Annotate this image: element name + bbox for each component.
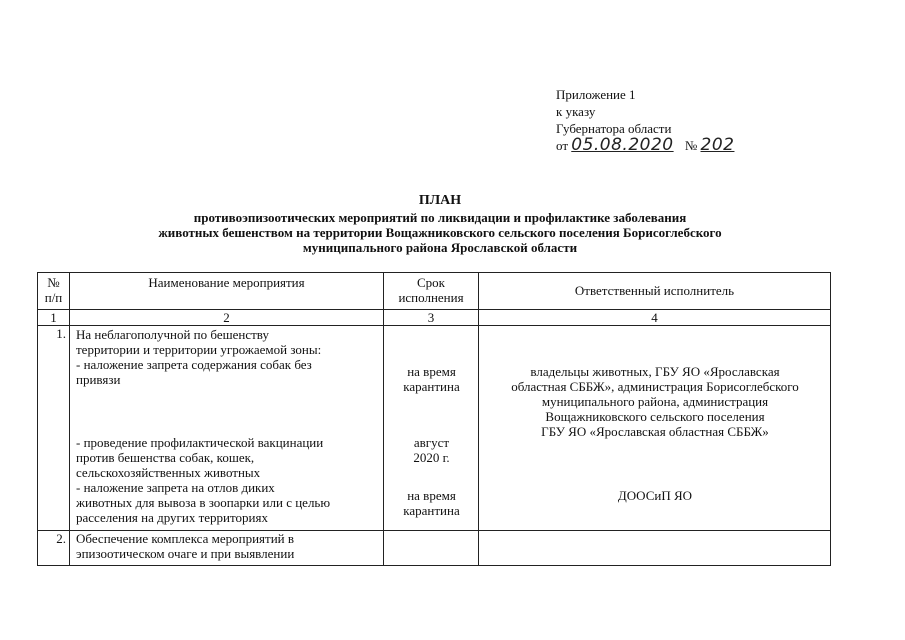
row-1-item-3-a: - наложение запрета на отлов диких xyxy=(76,480,275,495)
header-term-line-1: Срок xyxy=(417,275,445,290)
row-1-num-text: 1. xyxy=(56,326,66,341)
row-1-num xyxy=(38,326,70,531)
title-line-2: животных бешенством на территории Вощажниковского сельского поселения Борисоглебского xyxy=(158,225,722,240)
row-1-term-3-b: карантина xyxy=(403,503,460,518)
row-1-item-1-b: привязи xyxy=(76,372,121,387)
plan-table xyxy=(37,272,831,566)
handwritten-number: 202 xyxy=(700,135,735,155)
row-2-num xyxy=(38,531,70,566)
header-name-text: Наименование мероприятия xyxy=(148,275,305,290)
col-number-2: 2 xyxy=(70,310,384,326)
row-1-item-3-b: животных для вывоза в зоопарки или с целью xyxy=(76,495,331,510)
row-1-resp-1-d: Вощажниковского сельского поселения xyxy=(545,409,765,424)
row-1-item-3-c: расселения на других территориях xyxy=(76,510,268,525)
row-2-responsible xyxy=(479,531,831,566)
title-line-3: муниципального района Ярославской области xyxy=(302,240,578,255)
table-row xyxy=(38,531,831,566)
row-1-responsible xyxy=(479,326,831,531)
row-1-term-3-a: на время xyxy=(407,488,456,503)
annex-line-3: Губернатора области xyxy=(556,121,672,136)
header-term xyxy=(384,273,479,310)
annex-block xyxy=(556,86,734,154)
col-number-3: 3 xyxy=(384,310,479,326)
row-1-item-2-c: сельскохозяйственных животных xyxy=(76,465,261,480)
document-title xyxy=(60,193,820,255)
annex-date-line xyxy=(556,137,734,154)
title-heading: ПЛАН xyxy=(418,193,462,208)
table-header-row xyxy=(38,273,831,310)
row-2-text-b: эпизоотическом очаге и при выявлении xyxy=(76,546,295,561)
row-2-num-text: 2. xyxy=(56,531,66,546)
row-1-intro-a: На неблагополучной по бешенству xyxy=(76,327,269,342)
row-1-term-1-b: карантина xyxy=(403,379,460,394)
row-2-measures xyxy=(70,531,384,566)
row-1-terms xyxy=(384,326,479,531)
annex-line-2: к указу xyxy=(556,104,596,119)
row-1-resp-1-b: областная СББЖ», администрация Борисоглебского xyxy=(511,379,799,394)
col-number-4: 4 xyxy=(479,310,831,326)
header-num-line-2: п/п xyxy=(44,290,63,305)
header-num xyxy=(38,273,70,310)
row-1-resp-3: ДООСиП ЯО xyxy=(617,488,693,503)
row-1-resp-1-c: муниципального района, администрация xyxy=(541,394,769,409)
row-2-terms xyxy=(384,531,479,566)
header-responsible xyxy=(479,273,831,310)
handwritten-date: 05.08.2020 xyxy=(571,135,674,155)
annex-line-1: Приложение 1 xyxy=(556,87,636,102)
col-number-1: 1 xyxy=(38,310,70,326)
row-1-measures xyxy=(70,326,384,531)
row-1-resp-1-a: владельцы животных, ГБУ ЯО «Ярославская xyxy=(530,364,780,379)
title-line-1: противоэпизоотических мероприятий по ликвидации и профилактике заболевания xyxy=(193,210,687,225)
header-name xyxy=(70,273,384,310)
row-1-intro-b: территории и территории угрожаемой зоны: xyxy=(76,342,322,357)
row-1-item-2-a: - проведение профилактической вакцинации xyxy=(76,435,324,450)
row-1-item-1-a: - наложение запрета содержания собак без xyxy=(76,357,312,372)
table-row xyxy=(38,326,831,531)
header-num-line-1: № xyxy=(47,275,60,290)
row-2-text-a: Обеспечение комплекса мероприятий в xyxy=(76,531,295,546)
header-term-line-2: исполнения xyxy=(398,290,464,305)
column-number-row xyxy=(38,310,831,326)
row-1-term-2-a: август xyxy=(413,435,450,450)
header-responsible-text: Ответственный исполнитель xyxy=(574,283,735,298)
row-1-term-2-b: 2020 г. xyxy=(413,450,450,465)
row-1-item-2-b: против бешенства собак, кошек, xyxy=(76,450,255,465)
date-prefix: от xyxy=(556,138,569,153)
row-1-resp-2: ГБУ ЯО «Ярославская областная СББЖ» xyxy=(541,424,769,439)
row-1-term-1-a: на время xyxy=(407,364,456,379)
number-prefix: № xyxy=(684,138,698,153)
